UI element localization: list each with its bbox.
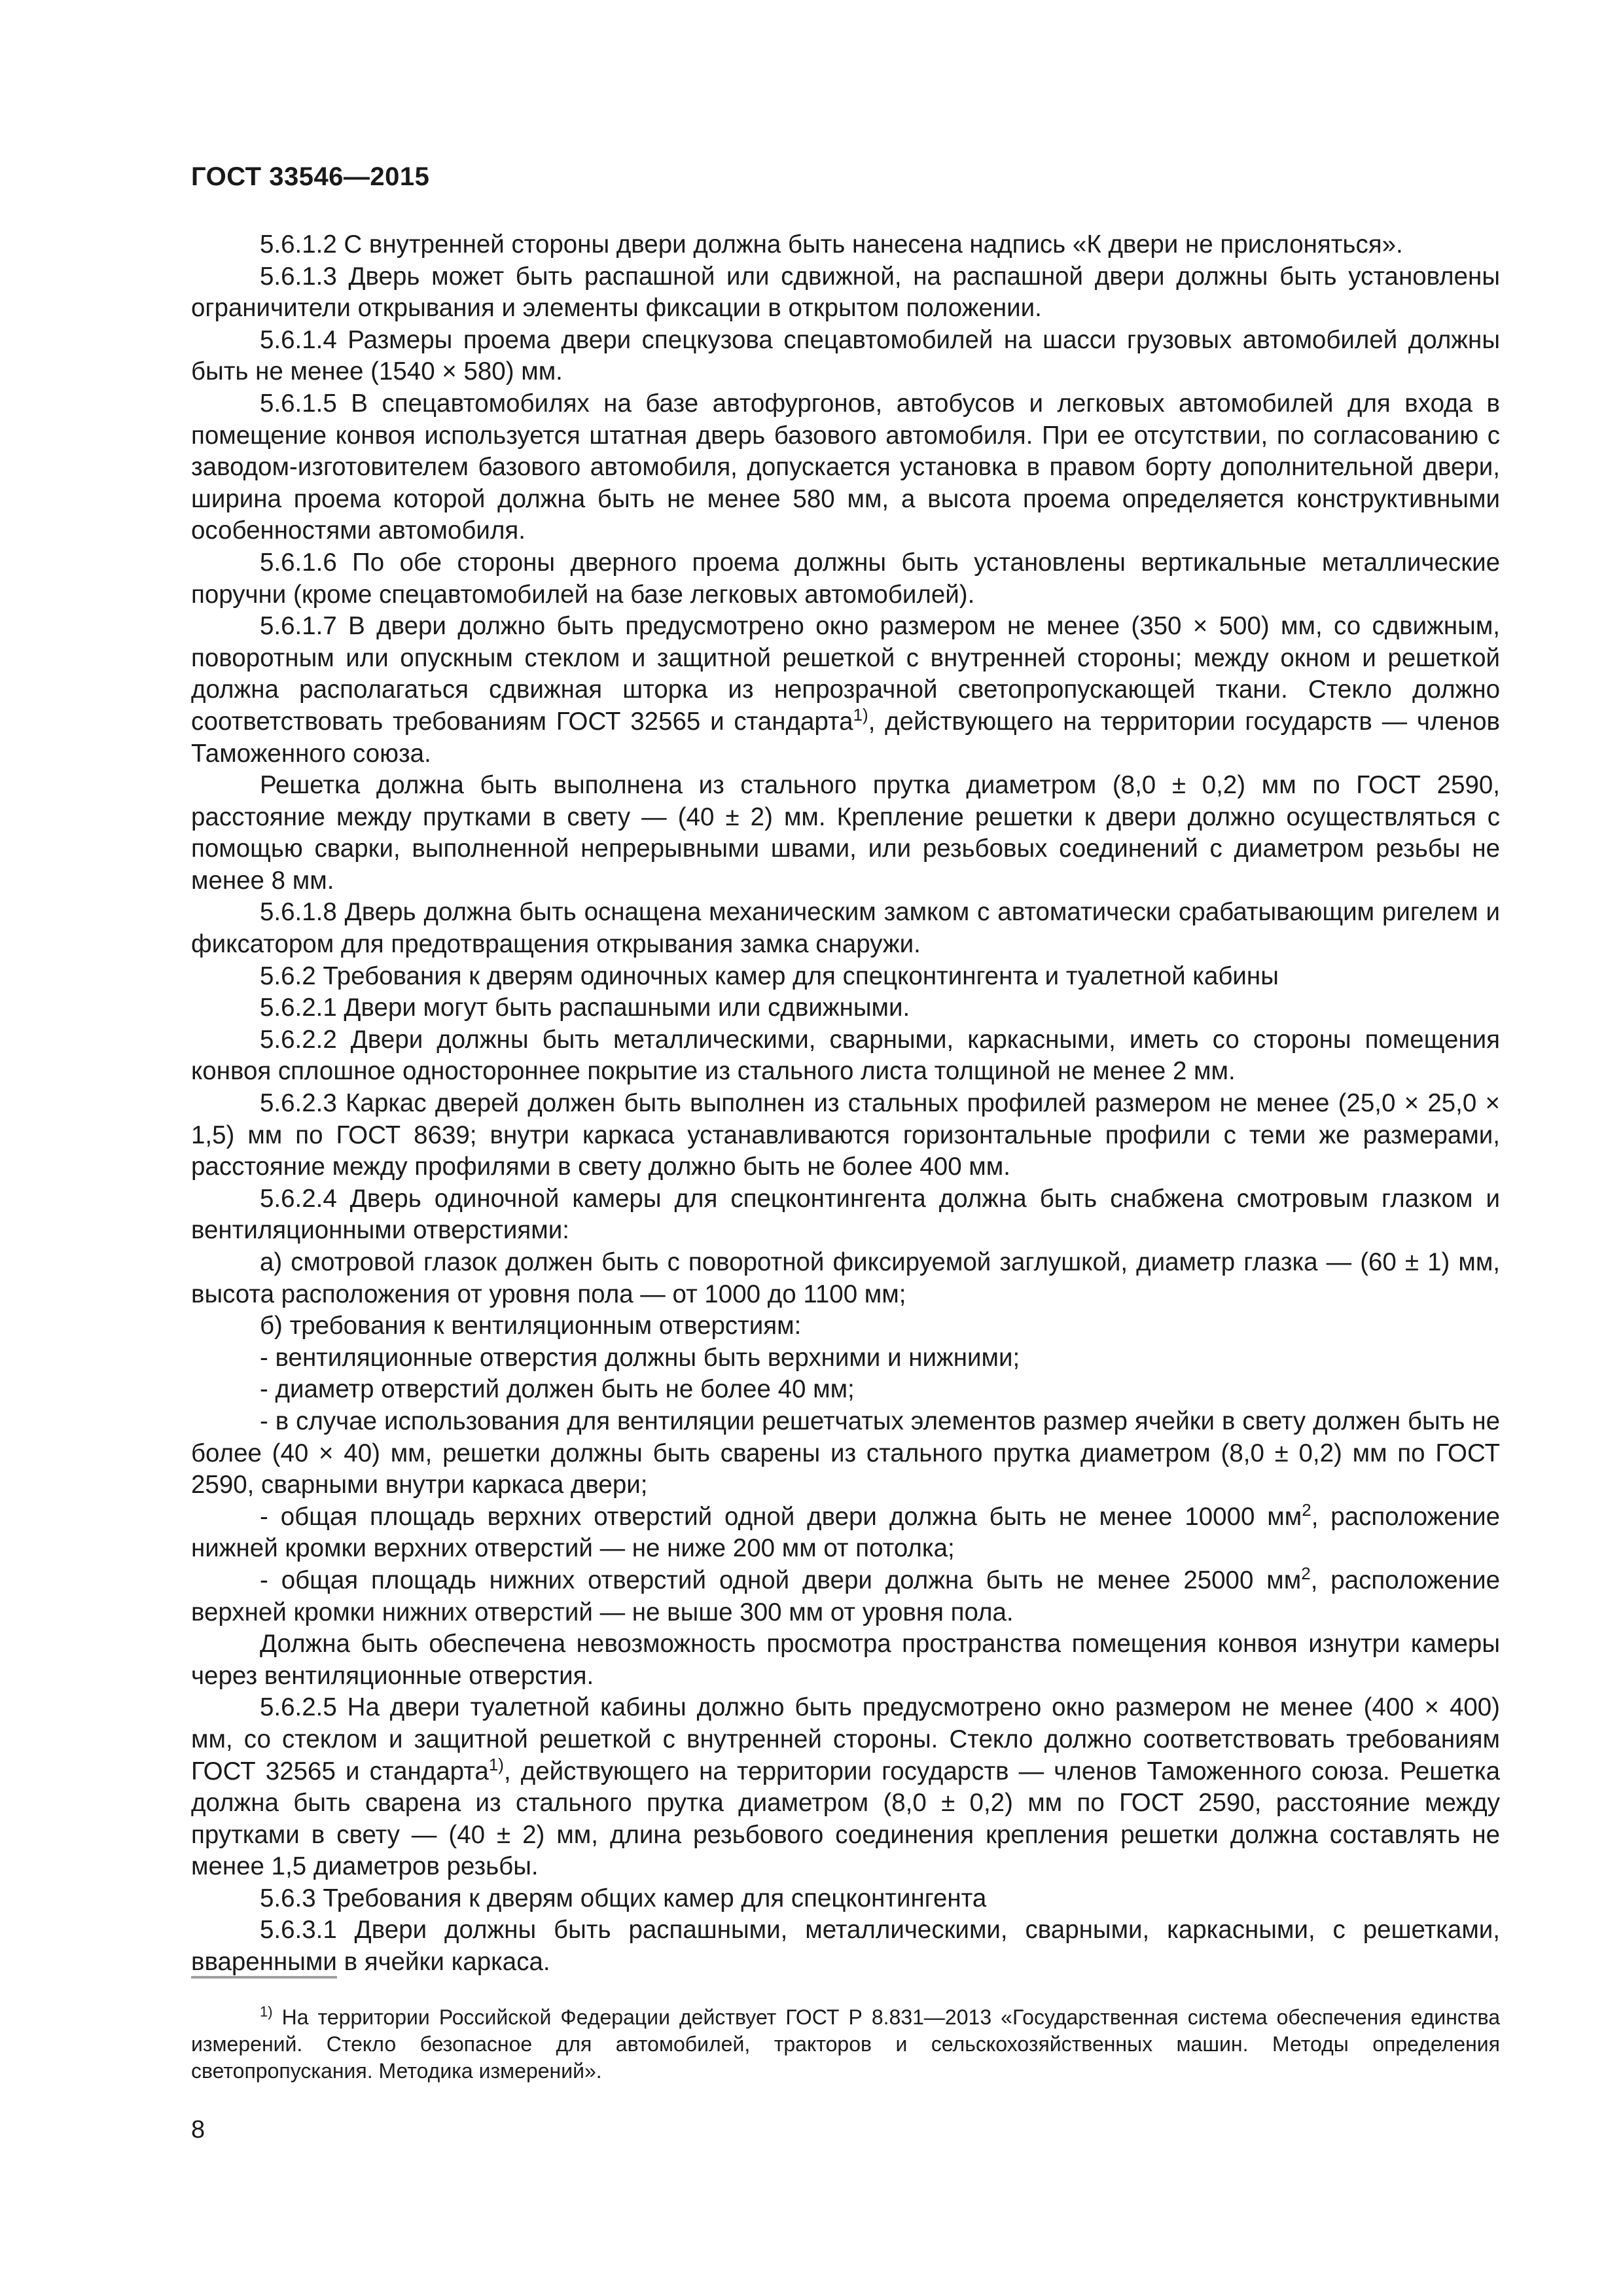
list-item-dash: - вентиляционные отверстия должны быть верхними и нижними; (260, 1343, 1020, 1372)
paragraph-5-6-1-6: 5.6.1.6 По обе стороны дверного проема должны быть установлены вертикальные металлические поручни (кроме спецавтомобилей на базе легковых автомобилей). (191, 548, 1500, 609)
paragraph-5-6-1-5: 5.6.1.5 В спецавтомобилях на базе автофургонов, автобусов и легковых автомобилей для входа в помещение конвоя используется штатная дверь базового автомобиля. При ее отсутствии, по согласованию с заводом-изготовителем базового автомобиля, допускается установка в правом борту дополнительной двери, ширина проема которой должна быть не менее 580 мм, а высота проема определяется конструктивными особенностями автомобиля. (191, 389, 1500, 545)
paragraph-text: , действующего на территории государств — членов Таможенного союза. Решетка должна быть сварена из стального прутка диаметром (8,0 ± 0,2) мм по ГОСТ 2590, расстояние между прутками в свету — (40 ± 2) мм, длина резьбового соединения крепления решетки должна составлять не менее 1,5 диаметров резьбы. (191, 1757, 1501, 1881)
list-item-dash: - в случае использования для вентиляции решетчатых элементов размер ячейки в свету должен быть не более (40 × 40) мм, решетки должны быть сварены из стального прутка диаметром (8,0 ± 0,2) мм по ГОСТ 2590, сварными внутри каркаса двери; (191, 1407, 1500, 1499)
footnote-reference: 1) (853, 704, 868, 725)
footnote-marker: 1) (260, 2003, 273, 2020)
list-item-dash (191, 1565, 1500, 1628)
paragraph-text: , расположение верхней кромки нижних отверстий — не выше 300 мм от уровня пола. (191, 1566, 1500, 1626)
paragraph-5-6-1-4: 5.6.1.4 Размеры проема двери спецкузова спецавтомобилей на шасси грузовых автомобилей должны быть не менее (1540 × 580) мм. (191, 325, 1500, 386)
paragraph-5-6-2-4: 5.6.2.4 Дверь одиночной камеры для спецконтингента должна быть снабжена смотровым глазком и вентиляционными отверстиями: (191, 1184, 1500, 1245)
footnote-reference: 1) (488, 1754, 504, 1774)
paragraph-5-6-3-1 (191, 1914, 1500, 1978)
paragraph-text: 5.6.1.7 В двери должно быть предусмотрено окно размером не менее (350 × 500) мм, со сдвижным, поворотным или опускным стеклом и защитной решеткой с внутренней стороны; между окном и решеткой должна располагаться сдвижная шторка из непрозрачной светопропускающей ткани. Стекло должно соответствовать требованиям ГОСТ 32565 и стандарта (191, 612, 1500, 736)
footnote-text: На территории Российской Федерации действует ГОСТ Р 8.831—2013 «Государственная система обеспечения единства измерений. Стекло безопасное для автомобилей, тракторов и сельскохозяйственных машин. Методы определения светопропускания. Методика измерений». (191, 2005, 1500, 2083)
paragraph-grating: Решетка должна быть выполнена из стального прутка диаметром (8,0 ± 0,2) мм по ГОСТ 2590, расстояние между прутками в свету — (40 ± 2) мм. Крепление решетки к двери должно осуществляться с помощью сварки, выполненной непрерывными швами, или резьбовых соединений с диаметром резьбы не менее 8 мм. (191, 771, 1500, 895)
paragraph-5-6-2-1: 5.6.2.1 Двери могут быть распашными или сдвижными. (260, 994, 910, 1022)
footnote (191, 2004, 1500, 2085)
page-number: 8 (191, 2116, 205, 2144)
paragraph-5-6-2-3: 5.6.2.3 Каркас дверей должен быть выполнен из стальных профилей размером не менее (25,0 × 25,0 × 1,5) мм по ГОСТ 8639; внутри каркаса устанавливаются горизонтальные профили с теми же размерами, расстояние между профилями в свету должно быть не более 400 мм. (191, 1089, 1500, 1181)
list-item-b: б) требования к вентиляционным отверстиям: (260, 1312, 802, 1340)
paragraph-text: 5.6.2.5 На двери туалетной кабины должно быть предусмотрено окно размером не менее (400 × 400) мм, со стеклом и защитной решеткой с внутренней стороны. Стекло должно соответствовать требованиям ГОСТ 32565 и стандарта (191, 1693, 1500, 1785)
underlined-word: вваренными (191, 1948, 337, 1979)
footnote-paragraph (191, 2004, 1500, 2085)
superscript: 2 (1302, 1499, 1311, 1520)
paragraph-text: - общая площадь верхних отверстий одной двери должна быть не менее 10000 мм (260, 1502, 1302, 1531)
section-heading-5-6-3: 5.6.3 Требования к дверям общих камер для спецконтингента (260, 1884, 987, 1912)
paragraph-text: 5.6.3.1 Двери должны быть распашными, металлическими, сварными, каркасными, с решетками, (260, 1916, 1500, 1945)
paragraph-text: - общая площадь нижних отверстий одной двери должна быть не менее 25000 мм (260, 1566, 1302, 1594)
superscript: 2 (1301, 1563, 1311, 1583)
paragraph-5-6-2-2: 5.6.2.2 Двери должны быть металлическими, сварными, каркасными, иметь со стороны помещения конвоя сплошное одностороннее покрытие из стального листа толщиной не менее 2 мм. (191, 1025, 1500, 1086)
list-item-dash: - диаметр отверстий должен быть не более 40 мм; (260, 1375, 855, 1404)
paragraph-view-restriction: Должна быть обеспечена невозможность просмотра пространства помещения конвоя изнутри камеры через вентиляционные отверстия. (191, 1630, 1500, 1690)
paragraph-5-6-1-2: 5.6.1.2 С внутренней стороны двери должна быть нанесена надпись «К двери не прислоняться». (260, 230, 1403, 259)
list-item-dash (191, 1501, 1500, 1565)
list-item-a: а) смотровой глазок должен быть с поворотной фиксируемой заглушкой, диаметр глазка — (60 ± 1) мм, высота расположения от уровня пола — от 1000 до 1100 мм; (191, 1248, 1500, 1308)
paragraph-5-6-2-5 (191, 1692, 1500, 1883)
document-body (191, 229, 1500, 1979)
section-heading-5-6-2: 5.6.2 Требования к дверям одиночных камер для спецконтингента и туалетной кабины (260, 961, 1279, 990)
page-header-title: ГОСТ 33546—2015 (191, 162, 430, 191)
paragraph-5-6-1-3: 5.6.1.3 Дверь может быть распашной или сдвижной, на распашной двери должны быть установлены ограничители открывания и элементы фиксации в открытом положении. (191, 262, 1500, 323)
paragraph-text: в ячейки каркаса. (336, 1948, 550, 1977)
paragraph-text: , расположение нижней кромки верхних отверстий — не ниже 200 мм от потолка; (191, 1502, 1500, 1563)
paragraph-5-6-1-7 (191, 611, 1500, 770)
paragraph-text: , действующего на территории государств — членов Таможенного союза. (191, 707, 1500, 768)
paragraph-5-6-1-8: 5.6.1.8 Дверь должна быть оснащена механическим замком с автоматически срабатывающим ригелем и фиксатором для предотвращения открывания замка снаружи. (191, 898, 1500, 959)
